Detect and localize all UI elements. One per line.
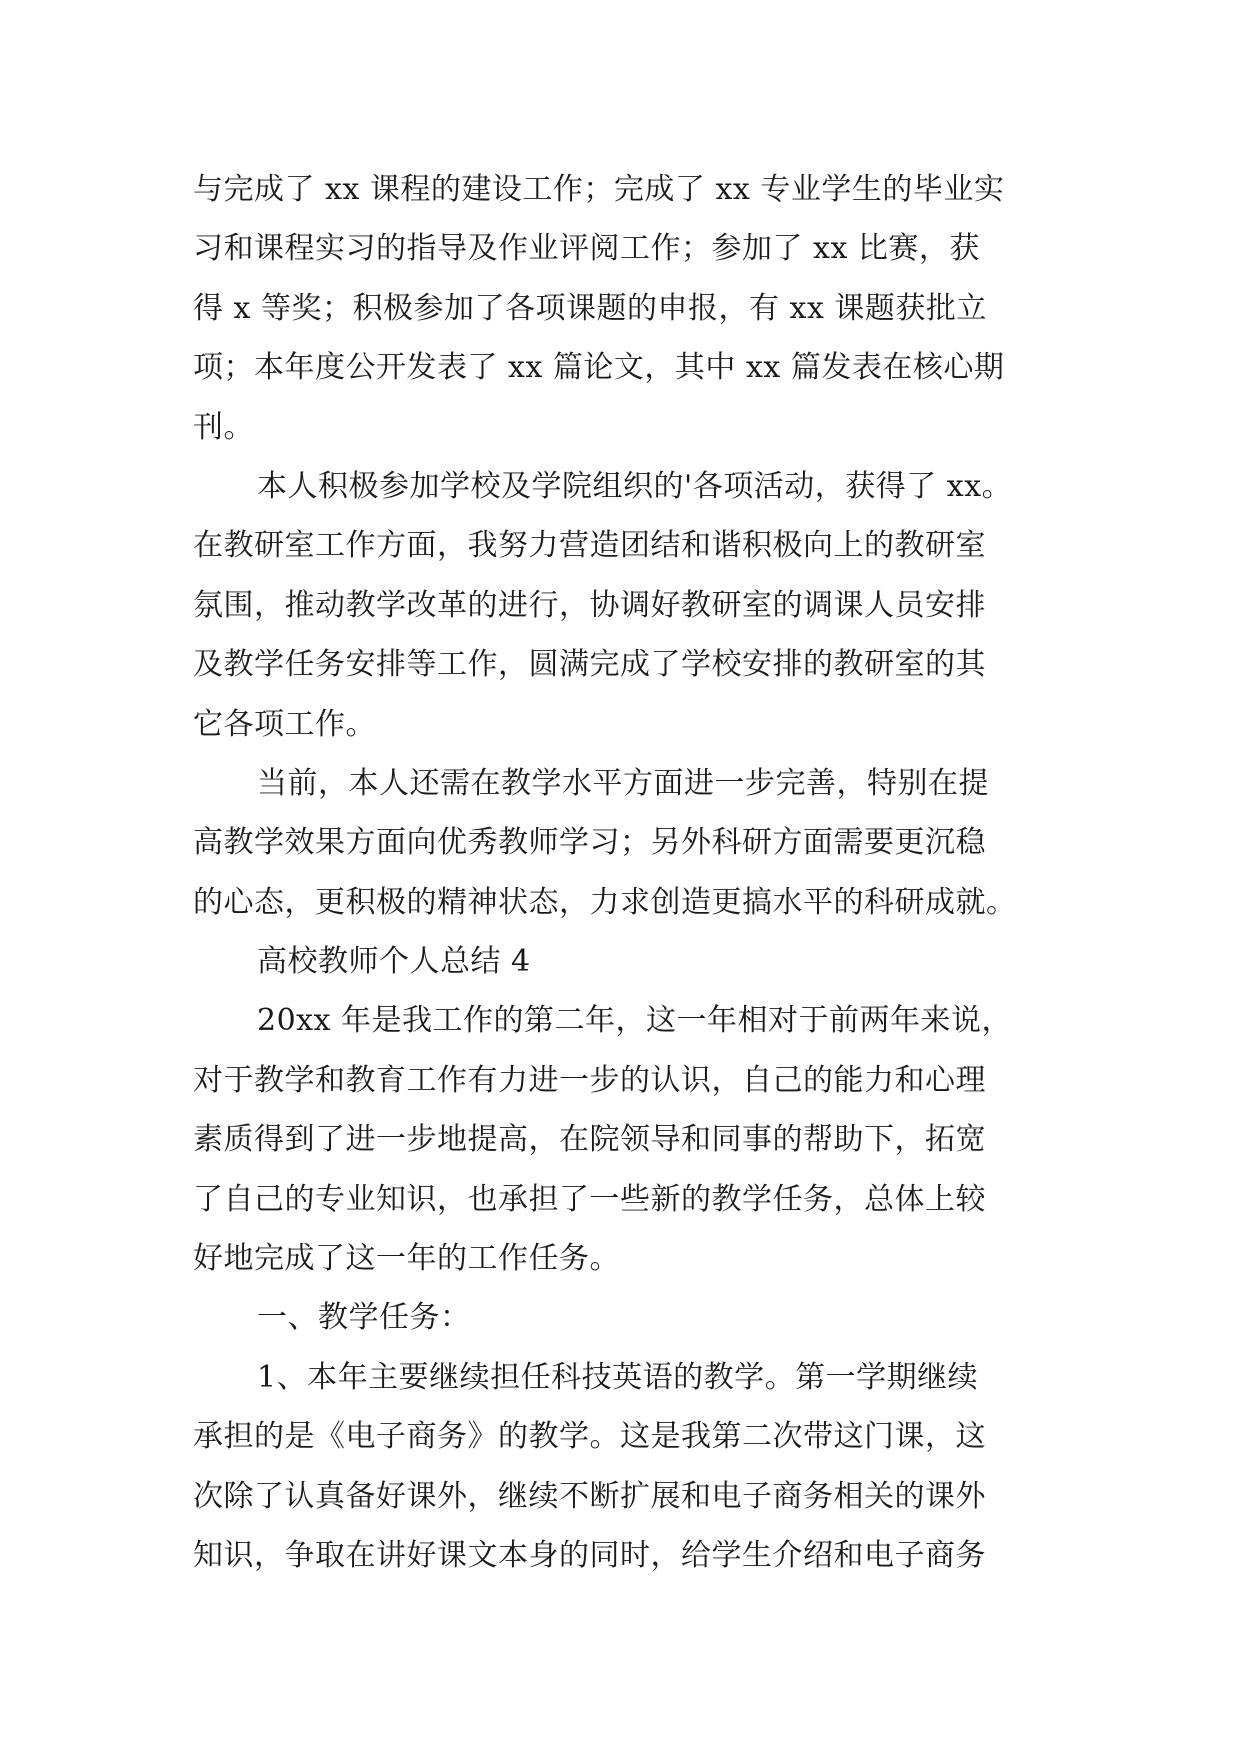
text-line: 承担的是《电子商务》的教学。这是我第二次带这门课，这 [193,1419,986,1455]
text-line: 次除了认真备好课外，继续不断扩展和电子商务相关的课外 [193,1478,986,1514]
text-line: 对于教学和教育工作有力进一步的认识，自己的能力和心理 [193,1062,986,1098]
text-line: 当前，本人还需在教学水平方面进一步完善，特别在提 [257,765,989,801]
document-body [193,160,1053,1585]
text-line: 及教学任务安排等工作，圆满完成了学校安排的教研室的其 [193,647,986,683]
text-line: 氛围，推动教学改革的进行，协调好教研室的调课人员安排 [193,587,986,623]
text-line: 习和课程实习的指导及作业评阅工作；参加了 xx 比赛，获 [193,231,980,267]
text-line: 在教研室工作方面，我努力营造团结和谐积极向上的教研室 [193,528,986,564]
text-line: 的心态，更积极的精神状态，力求创造更搞水平的科研成就。 [193,884,1017,920]
text-line: 项；本年度公开发表了 xx 篇论文，其中 xx 篇发表在核心期 [193,350,1005,386]
text-line: 20xx 年是我工作的第二年，这一年相对于前两年来说， [257,1003,1013,1039]
text-line: 刊。 [193,409,254,445]
text-line: 得 x 等奖；积极参加了各项课题的申报，有 xx 课题获批立 [193,290,987,326]
text-line: 好地完成了这一年的工作任务。 [193,1241,620,1277]
text-line: 高教学效果方面向优秀教师学习；另外科研方面需要更沉稳 [193,825,986,861]
text-line: 它各项工作。 [193,706,376,742]
text-line: 本人积极参加学校及学院组织的'各项活动，获得了 xx。 [257,468,1013,504]
text-line: 了自己的专业知识，也承担了一些新的教学任务，总体上较 [193,1181,986,1217]
text-line: 高校教师个人总结 4 [257,944,531,980]
text-line: 知识，争取在讲好课文本身的同时，给学生介绍和电子商务 [193,1537,986,1573]
text-line: 一、教学任务： [257,1300,471,1336]
text-line: 1、本年主要继续担任科技英语的教学。第一学期继续 [257,1359,979,1395]
text-line: 与完成了 xx 课程的建设工作；完成了 xx 专业学生的毕业实 [193,172,1005,207]
text-line: 素质得到了进一步地提高，在院领导和同事的帮助下，拓宽 [193,1122,986,1158]
